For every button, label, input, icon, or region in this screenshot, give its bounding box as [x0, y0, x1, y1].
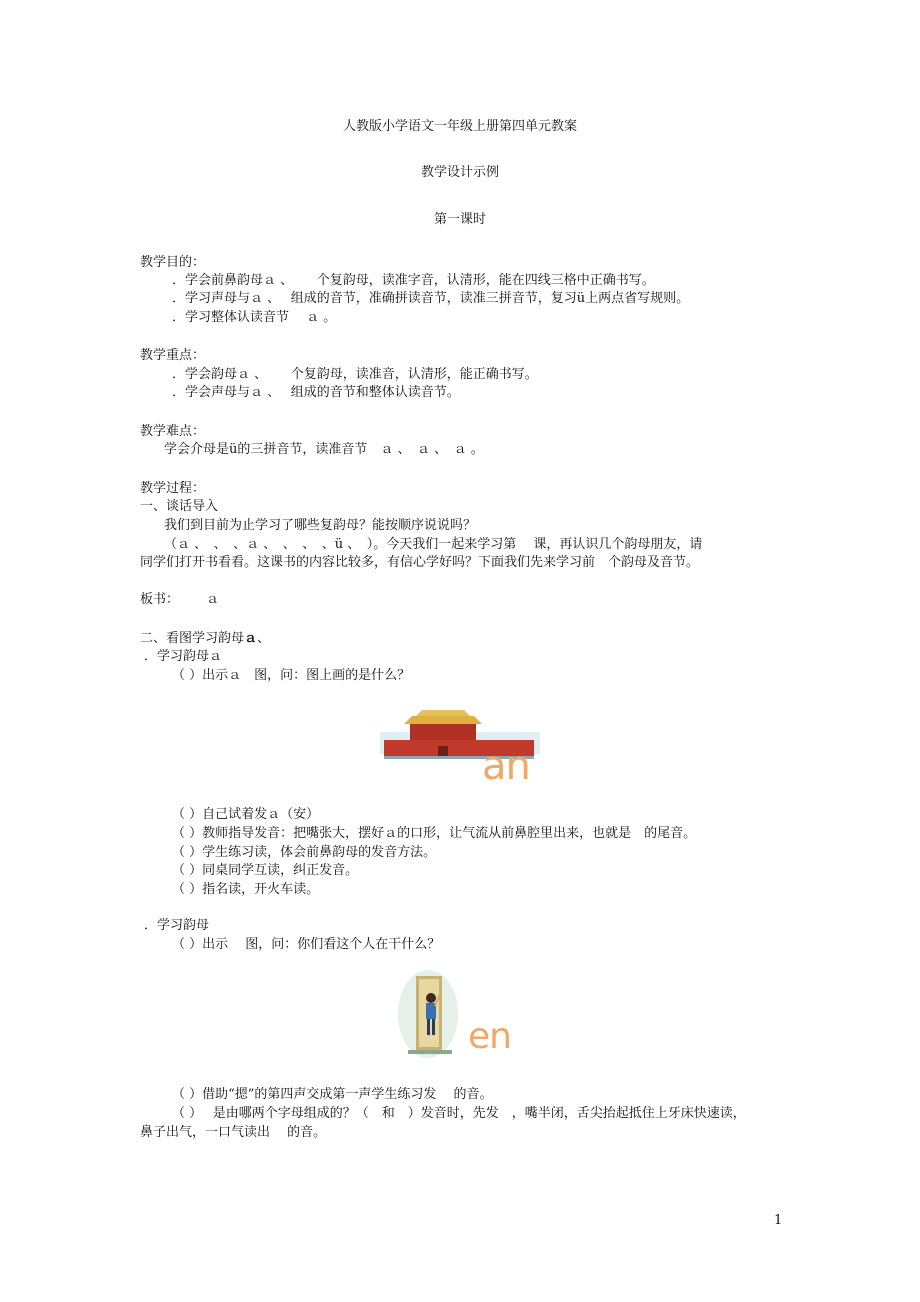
part2-step: 鼻子出气，一口气读出 的音。	[140, 1125, 327, 1140]
section1-title: 一、谈话导入	[140, 499, 219, 514]
goals-heading: 教学目的：	[140, 255, 206, 270]
part2-heading: ．学习韵母	[144, 918, 210, 933]
en-letters: en	[468, 1016, 511, 1057]
section1-line: 我们到目前为止学习了哪些复韵母？能按顺序说说吗？	[164, 518, 477, 533]
gate-roof-top	[416, 710, 470, 716]
gate-roof	[404, 716, 482, 724]
section2-title-text: 二、看图学习韵母	[140, 631, 245, 646]
lesson-title: 第一课时	[433, 212, 486, 227]
process-heading: 教学过程：	[140, 481, 206, 496]
gate-tower	[410, 724, 476, 740]
part2-step: （ ）借助“摁”的第四声交成第一声学生练习发 的音。	[172, 1087, 493, 1102]
key-point-item: ．学会声母与ａ 、 组成的音节和整体认读音节。	[172, 385, 460, 400]
doorbell-en-image	[398, 968, 528, 1060]
difficulties-heading: 教学难点：	[140, 424, 206, 439]
floor-line	[408, 1050, 452, 1054]
page-number: 1	[774, 1213, 783, 1228]
part1-step: （ ）指名读，开火车读。	[172, 882, 320, 897]
section2-title-tail: 、	[257, 631, 271, 646]
part1-heading: ．学习韵母ａ	[144, 649, 223, 664]
part1-step: （ ）同桌同学互读，纠正发音。	[172, 863, 359, 878]
key-point-item: ．学会韵母ａ 、 个复韵母，读准音，认清形，能正确书写。	[172, 367, 538, 382]
an-letters: an	[482, 743, 530, 789]
section1-line: （ａ 、 、 、ａ 、 、 、 、ü 、 ）。今天我们一起来学习第 课，再认识几个韵母朋友，请	[164, 537, 703, 552]
part1-step: （ ）教师指导发音：把嘴张大，摆好ａ的口形，让气流从前鼻腔里出来，也就是 的尾音。	[172, 826, 697, 841]
board-value: ａ	[206, 592, 220, 607]
part2-step: （ ） 是由哪两个字母组成的？（ 和 ）发音时，先发 ，嘴半闭，舌尖抬起抵住上牙床快速读，	[172, 1106, 746, 1121]
section2-title-bold: ａ	[244, 631, 258, 646]
boy-leg	[427, 1019, 430, 1035]
document-title: 人教版小学语文一年级上册第四单元教案	[342, 119, 577, 134]
difficulties-text: 学会介母是ü的三拼音节，读准音节 ａ 、 ａ 、 ａ 。	[164, 442, 484, 457]
goal-item: ．学会前鼻韵母ａ 、 个复韵母，读准字音，认清形，能在四线三格中正确书写。	[172, 273, 655, 288]
boy-leg	[432, 1019, 435, 1035]
tiananmen-an-image	[380, 706, 540, 790]
section1-line: 同学们打开书看看。这课书的内容比较多，有信心学好吗？下面我们先来学习前 个韵母及音节。	[140, 555, 700, 570]
part1-step: （ ）自己试着发ａ（安）	[172, 807, 320, 822]
boy-head	[426, 993, 436, 1003]
gate-door	[438, 746, 448, 756]
goal-item: ．学习整体认读音节 ａ 。	[172, 310, 337, 325]
section2-title	[140, 630, 270, 648]
document-subtitle: 教学设计示例	[420, 165, 499, 180]
board-label: 板书：	[140, 592, 180, 607]
part1-question: （ ）出示ａ 图，问：图上画的是什么？	[172, 668, 411, 683]
goal-item: ．学习声母与ａ 、 组成的音节，准确拼读音节，读准三拼音节，复习ü上两点省写规则。	[172, 291, 690, 306]
part1-step: （ ）学生练习读，体会前鼻韵母的发音方法。	[172, 845, 437, 860]
key-points-heading: 教学重点：	[140, 348, 206, 363]
part2-question: （ ）出示 图，问：你们看这个人在干什么？	[172, 937, 441, 952]
